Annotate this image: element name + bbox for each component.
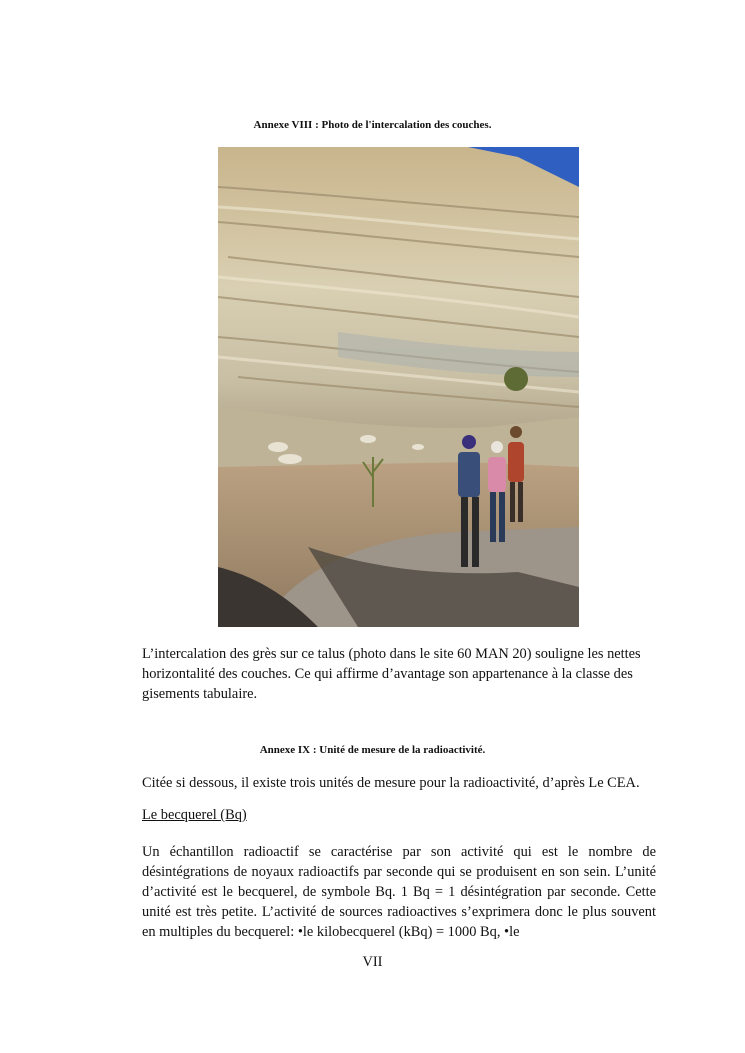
becquerel-body: Un échantillon radioactif se caractérise par son activité qui est le nombre de désintégrations de noyaux radioactifs par seconde qui se produisent en son sein. L’unité d’activité est le becquerel, de symbole Bq. 1 Bq = 1 désintégration par seconde. Cette unité est très petite. L’activité de sources radioactives s’exprimera donc le plus souvent en multiples du becquerel: •le kilobecquerel (kBq) = 1000 Bq, •le: [142, 844, 656, 940]
annex-viii-caption: Annexe VIII : Photo de l'intercalation des couches.: [253, 119, 492, 131]
annex-ix-intro: Citée si dessous, il existe trois unités de mesure pour la radioactivité, d’après Le CEA.: [142, 775, 640, 791]
page-number: VII: [362, 954, 383, 970]
outcrop-photo: [218, 147, 579, 627]
annex-ix-caption: Annexe IX : Unité de mesure de la radioactivité.: [259, 744, 486, 756]
becquerel-heading: Le becquerel (Bq): [142, 807, 247, 823]
annex-viii-description: L’intercalation des grès sur ce talus (photo dans le site 60 MAN 20) souligne les nettes horizontalité des couches. Ce qui affirme d’avantage son appartenance à la classe des gisements tabulaire.: [142, 646, 641, 702]
